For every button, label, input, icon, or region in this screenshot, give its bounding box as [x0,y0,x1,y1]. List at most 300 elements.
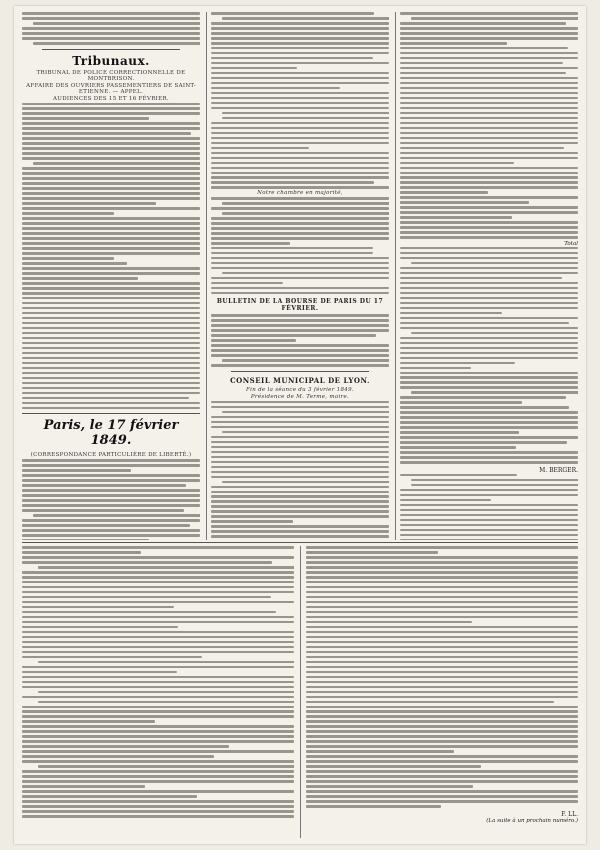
text-line [22,122,200,125]
text-block [400,12,578,239]
text-line [211,292,389,295]
text-line [211,421,389,424]
text-line [22,202,156,205]
text-line [211,510,389,513]
text-line [400,62,563,65]
text-line [211,505,389,508]
text-line [22,621,294,624]
text-line [211,37,389,40]
text-line [211,354,389,357]
text-line [211,107,389,110]
column-left [22,12,200,540]
feuilleton-column-left [22,546,294,838]
court-name: TRIBUNAL DE POLICE CORRECTIONNELLE DE MONTBRISON. [36,69,186,82]
council-title: CONSEIL MUNICIPAL DE LYON. [230,375,370,385]
text-line [22,197,200,200]
text-line [400,226,578,229]
text-line [306,780,578,783]
text-line [222,17,389,20]
text-line [22,546,294,549]
text-line [306,546,578,549]
text-line [222,411,389,414]
upper-columns [22,12,578,540]
text-line [400,201,529,204]
text-line [211,252,373,255]
text-line [211,456,389,459]
text-line [22,12,200,15]
text-line [22,167,200,170]
text-line [400,77,578,80]
text-line [22,479,200,482]
text-line [400,137,578,140]
text-line [306,561,578,564]
divider [42,49,180,50]
text-line [22,631,294,634]
text-line [211,451,389,454]
text-line [306,676,578,679]
text-line [22,780,294,783]
text-line [400,216,512,219]
text-line [306,755,578,758]
text-line [400,426,578,429]
text-line [211,406,389,409]
text-line [306,651,578,654]
text-line [211,152,389,155]
text-line [400,191,488,194]
text-line [306,671,578,674]
text-line [306,760,578,763]
text-line [400,494,578,497]
text-line [211,57,373,60]
text-line [211,495,389,498]
text-line [400,92,578,95]
text-line [306,621,472,624]
text-line [22,790,294,793]
text-line [22,805,294,808]
text-line [306,730,578,733]
text-line [400,461,578,464]
text-line [211,77,389,80]
text-line [411,391,578,394]
text-line [400,519,578,522]
text-line [400,327,578,330]
text-line [411,479,578,482]
text-line [306,566,578,569]
dateline-title: Paris, le 17 février 1849. [43,418,179,449]
text-line [400,157,578,160]
total-label: Total [564,240,578,247]
text-line [22,676,294,679]
text-line [22,37,200,40]
text-line [222,359,389,362]
text-line [22,760,294,763]
text-line [306,720,578,723]
text-line [22,262,127,265]
text-line [411,17,578,20]
continued-note: (La suite à un prochain numéro.) [486,817,578,824]
text-line [22,177,200,180]
text-line [211,287,389,290]
text-line [211,87,340,90]
text-line [211,334,376,337]
text-line [22,147,200,150]
text-line [211,530,389,533]
text-line [400,97,578,100]
text-line [22,671,177,674]
text-line [400,176,578,179]
text-line [22,182,200,185]
text-line [22,810,294,813]
text-line [400,381,578,384]
text-line [211,197,389,200]
text-line [400,416,578,419]
text-line [38,661,294,664]
text-line [211,446,389,449]
text-line [211,122,389,125]
text-line [400,82,578,85]
text-line [22,397,189,400]
text-line [400,292,578,295]
text-line [211,162,389,165]
text-line [211,324,389,327]
text-line [400,172,578,175]
text-line [400,102,578,105]
text-line [211,72,389,75]
text-line [22,770,294,773]
text-line [211,319,389,322]
text-line [400,107,578,110]
text-line [211,172,389,175]
text-block [211,314,389,366]
text-line [22,392,200,395]
text-line [400,456,578,459]
text-line [211,257,389,260]
text-line [22,484,186,487]
text-block [22,103,200,410]
text-line [22,282,200,285]
text-line [306,765,481,768]
text-line [22,297,200,300]
text-line [400,474,517,477]
text-line [22,686,294,689]
text-line [22,489,200,492]
text-line [211,242,290,245]
text-line [211,52,389,55]
text-line [306,805,441,808]
text-line [22,222,200,225]
text-line [22,529,200,532]
text-line [22,539,149,540]
text-line [211,416,389,419]
text-line [211,176,389,179]
newspaper-page [14,6,586,844]
text-line [22,646,294,649]
text-line [211,247,373,250]
text-block [400,247,578,464]
text-line [211,157,389,160]
text-line [211,515,389,518]
text-line [306,616,578,619]
text-line [306,785,473,788]
text-line [306,646,578,649]
text-line [22,407,200,410]
text-line [400,406,569,409]
text-line [400,322,569,325]
text-line [22,720,155,723]
text-line [211,92,389,95]
text-line [22,357,200,360]
text-line [400,451,578,454]
text-line [211,217,389,220]
text-line [306,611,578,614]
text-line [306,586,578,589]
text-line [306,790,578,793]
text-line [306,745,578,748]
text-line [22,474,200,477]
text-line [211,426,389,429]
text-line [400,362,515,365]
text-line [400,524,578,527]
text-line [22,352,200,355]
text-line [306,596,578,599]
text-line [211,227,389,230]
text-line [211,97,389,100]
text-line [211,12,374,15]
text-line [400,186,578,189]
text-line [22,606,174,609]
text-line [22,509,184,512]
text-line [22,342,200,345]
text-line [400,181,578,184]
text-line [400,277,562,280]
text-line [222,117,389,120]
text-line [22,367,200,370]
text-line [400,47,568,50]
text-line [306,656,578,659]
text-line [22,561,272,564]
text-line [306,571,578,574]
text-line [22,107,200,110]
text-line [22,232,200,235]
text-line [400,67,578,70]
column-right [400,12,578,540]
text-line [306,626,578,629]
text-line [306,576,578,579]
text-line [22,142,200,145]
column-middle [211,12,389,540]
text-line [22,710,294,713]
text-line [22,187,200,190]
text-line [22,551,141,554]
text-line [22,730,294,733]
text-line [400,72,566,75]
text-line [222,212,389,215]
text-line [33,42,200,45]
section-title-tribunaux: Tribunaux. [72,53,150,68]
text-line [22,504,200,507]
text-line [22,332,200,335]
text-line [22,17,200,20]
text-line [400,386,578,389]
text-line [22,750,294,753]
text-line [306,591,578,594]
text-line [400,247,578,250]
text-line [22,800,294,803]
text-line [22,696,294,699]
text-block [22,12,200,45]
text-line [306,551,438,554]
text-line [400,514,578,517]
text-line [211,127,389,130]
text-line [211,67,297,70]
text-block [400,474,578,540]
text-line [211,339,296,342]
text-line [22,469,131,472]
text-line [400,317,578,320]
text-line [38,765,294,768]
quote-heading: Notre chambre en majorité, [257,190,343,197]
text-line [22,740,294,743]
text-line [22,362,200,365]
text-line [22,312,200,315]
text-line [306,556,578,559]
text-line [22,267,200,270]
text-line [211,186,389,189]
text-line [306,795,578,798]
text-line [400,142,578,145]
text-line [306,706,578,709]
text-line [400,117,578,120]
text-line [400,297,578,300]
text-line [211,314,389,317]
text-line [400,352,578,355]
case-title: AFFAIRE DES OUVRIERS PASSEMENTIERS DE SAINT-ETIENNE. — APPEL. [26,82,196,95]
text-line [400,337,578,340]
text-line [400,411,578,414]
text-line [211,147,309,150]
text-line [211,82,389,85]
feuilleton-column-right [306,546,578,838]
text-line [400,436,578,439]
column-rule [395,12,396,540]
stock-bulletin-heading: BULLETIN DE LA BOURSE DE PARIS DU 17 FÉVRIER. [216,298,384,313]
text-line [400,162,514,165]
text-line [211,491,389,494]
text-line [22,337,200,340]
signature: M. BERGER. [539,466,578,474]
text-line [306,735,578,738]
text-line [306,750,454,753]
text-line [211,535,389,538]
text-block [22,546,294,818]
text-line [33,162,200,165]
text-line [211,471,389,474]
text-line [22,534,200,537]
text-line [22,571,294,574]
text-line [400,342,578,345]
text-line [306,631,578,634]
text-line [22,127,200,130]
text-line [211,167,389,170]
text-line [211,102,389,105]
text-line [306,686,578,689]
text-line [400,221,578,224]
council-presidence: Présidence de M. Terme, maire. [250,393,350,400]
text-line [400,196,578,199]
text-line [211,476,389,479]
text-line [22,581,294,584]
text-line [400,539,578,540]
text-line [211,520,293,523]
text-line [22,494,200,497]
text-line [211,267,389,270]
text-line [22,556,294,559]
text-line [400,152,578,155]
text-line [211,207,389,210]
text-line [411,262,578,265]
text-line [211,329,389,332]
text-line [38,691,294,694]
text-line [211,132,389,135]
text-line [400,167,578,170]
text-line [400,12,578,15]
text-line [400,504,578,507]
text-line [400,357,578,360]
text-line [22,103,200,106]
text-line [211,137,389,140]
text-block [22,459,200,540]
text-line [22,636,294,639]
text-line [400,401,522,404]
text-line [22,252,200,255]
text-line [22,152,200,155]
text-line [306,725,578,728]
text-line [400,122,578,125]
text-line [22,132,191,135]
text-line [22,576,294,579]
text-line [400,112,578,115]
column-rule [300,546,301,838]
text-line [400,509,578,512]
text-line [22,499,200,502]
text-line [306,641,578,644]
text-line [22,601,294,604]
text-line [211,500,389,503]
text-line [400,287,578,290]
text-line [211,344,389,347]
text-line [211,486,389,489]
text-line [400,252,578,255]
text-line [400,499,491,502]
text-line [22,172,200,175]
text-line [222,431,389,434]
text-line [400,534,578,537]
text-line [22,706,294,709]
text-line [22,377,200,380]
text-line [400,396,566,399]
text-line [306,601,578,604]
text-line [411,332,578,335]
text-line [22,656,202,659]
feuilleton-signature: F. LL. [561,810,578,818]
divider [22,413,200,414]
text-line [38,701,294,704]
text-line [400,421,578,424]
text-line [22,596,271,599]
text-line [400,147,564,150]
text-line [222,272,389,275]
text-line [400,32,578,35]
